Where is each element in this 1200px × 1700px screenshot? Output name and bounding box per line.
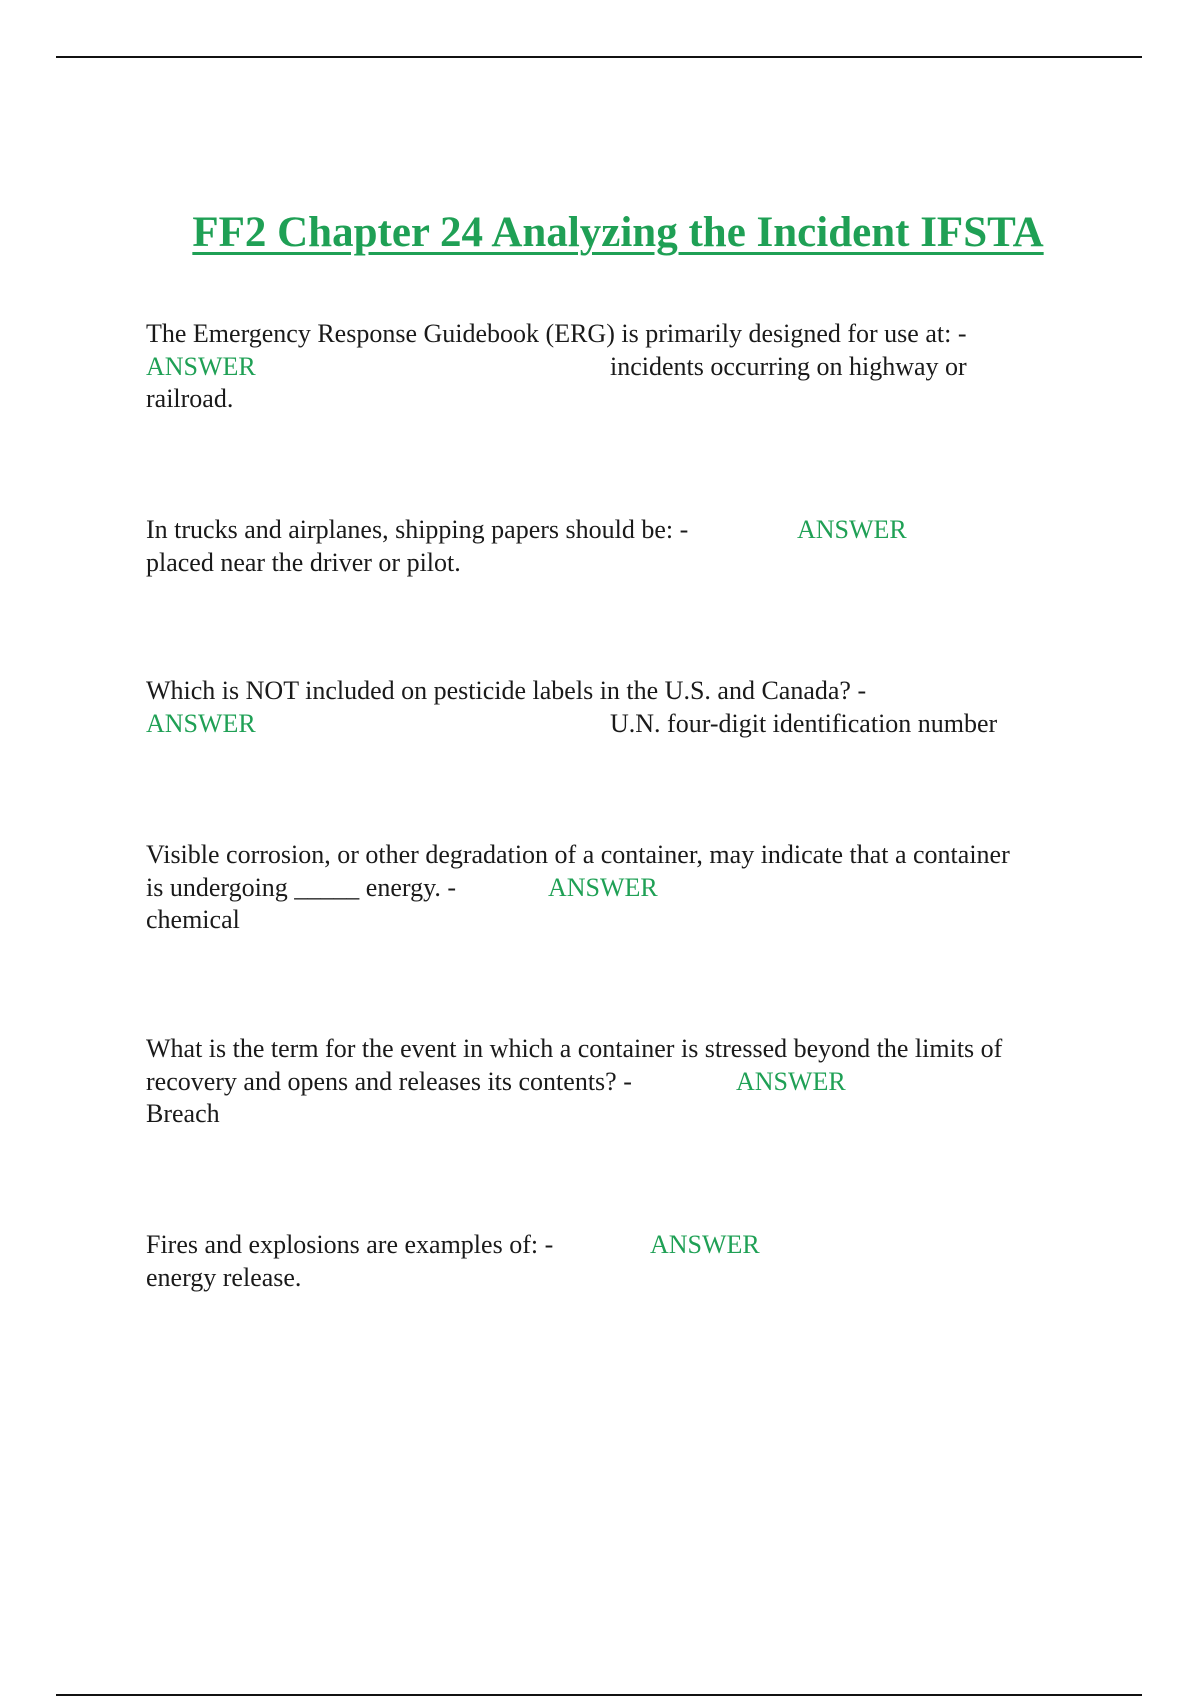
qa-item-4 (146, 839, 1086, 937)
qa-item-2 (146, 514, 1086, 579)
answer-text: placed near the driver or pilot. (146, 547, 461, 577)
question-text: What is the term for the event in which a container is stressed beyond the limits of (146, 1034, 1003, 1063)
answer-marker: ANSWER (548, 872, 658, 902)
question-line (146, 514, 1086, 547)
question-line (146, 318, 1086, 351)
qa-item-3 (146, 675, 1086, 740)
question-line (146, 839, 1086, 872)
answer-line (146, 708, 1086, 741)
qa-item-5 (146, 1033, 1086, 1131)
bottom-rule (56, 1694, 1142, 1696)
answer-line (146, 1098, 1086, 1131)
answer-line (146, 351, 1086, 384)
question-text: The Emergency Response Guidebook (ERG) is primarily designed for use at: - (146, 319, 967, 348)
answer-marker: ANSWER (797, 515, 907, 544)
answer-continued (146, 383, 1086, 416)
question-line-2 (146, 1066, 1086, 1099)
question-line (146, 1229, 1086, 1262)
qa-item-1 (146, 318, 1086, 416)
answer-line (146, 547, 1086, 580)
answer-text: Breach (146, 1099, 220, 1128)
answer-marker: ANSWER (146, 708, 256, 738)
question-text: Fires and explosions are examples of: - (146, 1230, 554, 1259)
question-line (146, 1033, 1086, 1066)
answer-text: U.N. four-digit identification number (610, 708, 998, 738)
question-text: Visible corrosion, or other degradation of a container, may indicate that a container (146, 840, 1010, 869)
question-text: Which is NOT included on pesticide labels in the U.S. and Canada? - (146, 676, 867, 705)
answer-text: incidents occurring on highway or (610, 351, 967, 381)
answer-line (146, 1262, 1086, 1295)
document-title: FF2 Chapter 24 Analyzing the Incident IFSTA (192, 209, 1044, 256)
question-text: In trucks and airplanes, shipping papers should be: - (146, 515, 689, 544)
question-line-2 (146, 872, 1086, 905)
answer-text: energy release. (146, 1262, 302, 1292)
answer-marker: ANSWER (650, 1230, 760, 1259)
question-text-2: recovery and opens and releases its contents? - (146, 1066, 632, 1096)
answer-marker: ANSWER (736, 1066, 846, 1096)
qa-item-6 (146, 1229, 1086, 1294)
answer-line (146, 904, 1086, 937)
answer-marker: ANSWER (146, 351, 256, 381)
answer-text-continued: railroad. (146, 384, 234, 413)
top-rule (56, 56, 1142, 58)
question-line (146, 675, 1086, 708)
question-text-2: is undergoing _____ energy. - (146, 872, 457, 902)
answer-text: chemical (146, 905, 240, 934)
